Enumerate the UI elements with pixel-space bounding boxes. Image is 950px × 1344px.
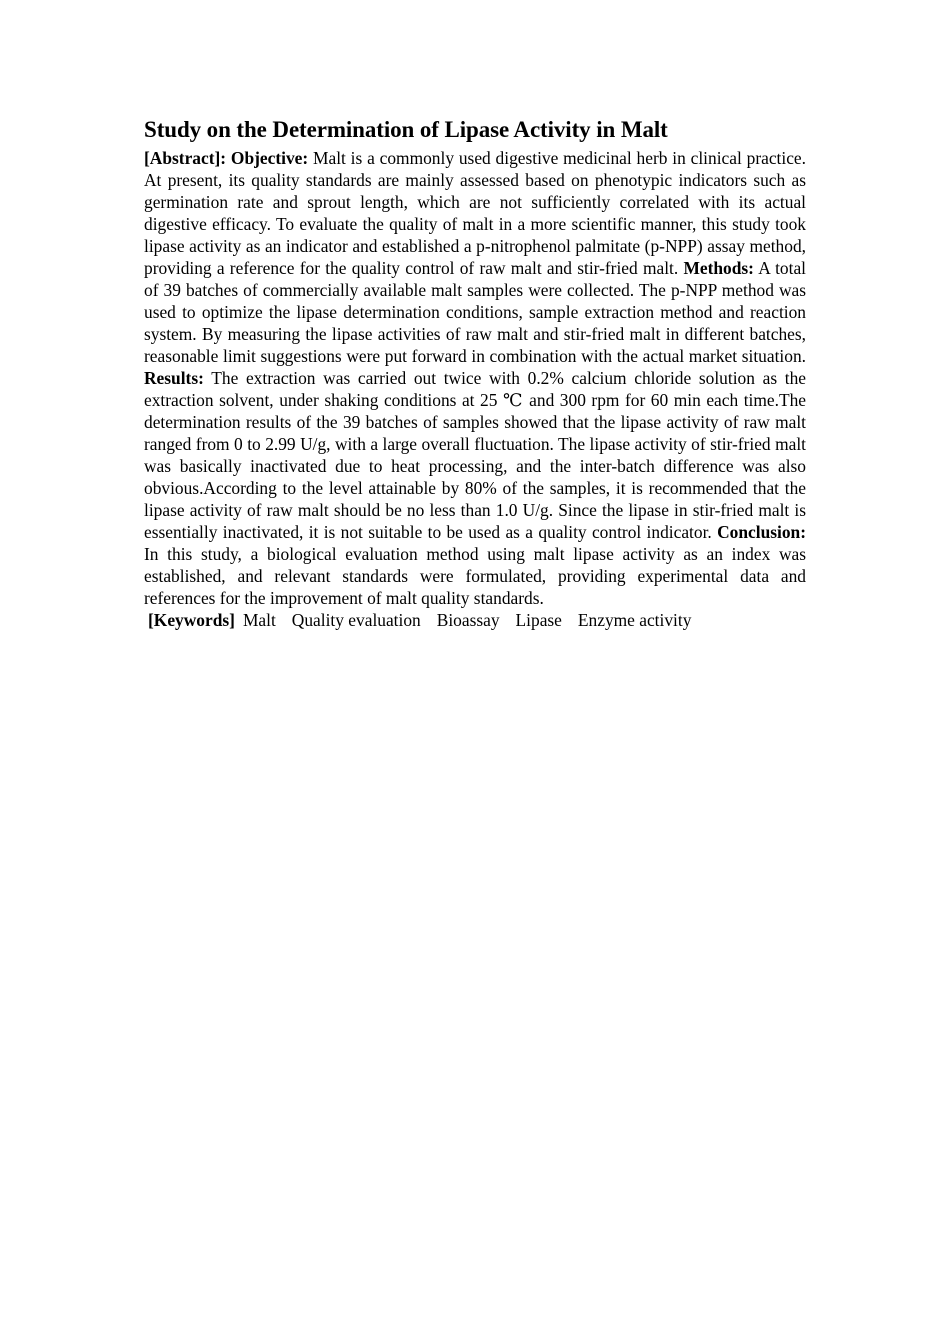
keyword-item: Bioassay (436, 610, 500, 630)
results-text: The extraction was carried out twice with 0.2% calcium chloride solution as the extraction solvent, under shaking conditions at 25 ℃ and 300 rpm for 60 min each time.The determination results of the 39 batches of samples showed that the lipase activity of raw malt ranged from 0 to 2.99 U/g, with a large overall fluctuation. The lipase activity of stir-fried malt was basically inactivated due to heat processing, and the inter-batch difference was also obvious.According to the level attainable by 80% of the samples, it is recommended that the lipase activity of raw malt should be no less than 1.0 U/g. Since the lipase in stir-fried malt is essentially inactivated, it is not suitable to be used as a quality control indicator. (144, 368, 806, 542)
methods-text: A total of 39 batches of commercially available malt samples were collected. The p-NPP method was used to optimize the lipase determination conditions, sample extraction method and reaction system. By measuring the lipase activities of raw malt and stir-fried malt in different batches, reasonable limit suggestions were put forward in combination with the actual market situation. (144, 258, 806, 366)
methods-label: Methods: (683, 258, 754, 278)
objective-text: Malt is a commonly used digestive medicinal herb in clinical practice. At present, its quality standards are mainly assessed based on phenotypic indicators such as germination rate and sprout length, which are not sufficiently correlated with its actual digestive efficacy. To evaluate the quality of malt in a more scientific manner, this study took lipase activity as an indicator and established a p-nitrophenol palmitate (p-NPP) assay method, providing a reference for the quality control of raw malt and stir-fried malt. (144, 148, 807, 278)
keyword-item: Malt (242, 610, 276, 630)
keyword-item: Lipase (515, 610, 562, 630)
conclusion-text: In this study, a biological evaluation method using malt lipase activity as an index was established, and relevant standards were formulated, providing experimental data and references for the improvement of malt quality standards. (144, 544, 806, 608)
keyword-item: Quality evaluation (291, 610, 421, 630)
keywords-line (144, 609, 806, 631)
keywords-label: [Keywords] (148, 610, 235, 630)
conclusion-label: Conclusion: (717, 522, 806, 542)
objective-label: Objective: (230, 148, 309, 168)
abstract-paragraph (144, 147, 806, 609)
paper-title: Study on the Determination of Lipase Activity in Malt (144, 117, 668, 142)
results-label: Results: (144, 368, 204, 388)
abstract-label: [Abstract]: (144, 148, 231, 168)
keyword-item: Enzyme activity (577, 610, 692, 630)
paper-page (144, 114, 806, 631)
